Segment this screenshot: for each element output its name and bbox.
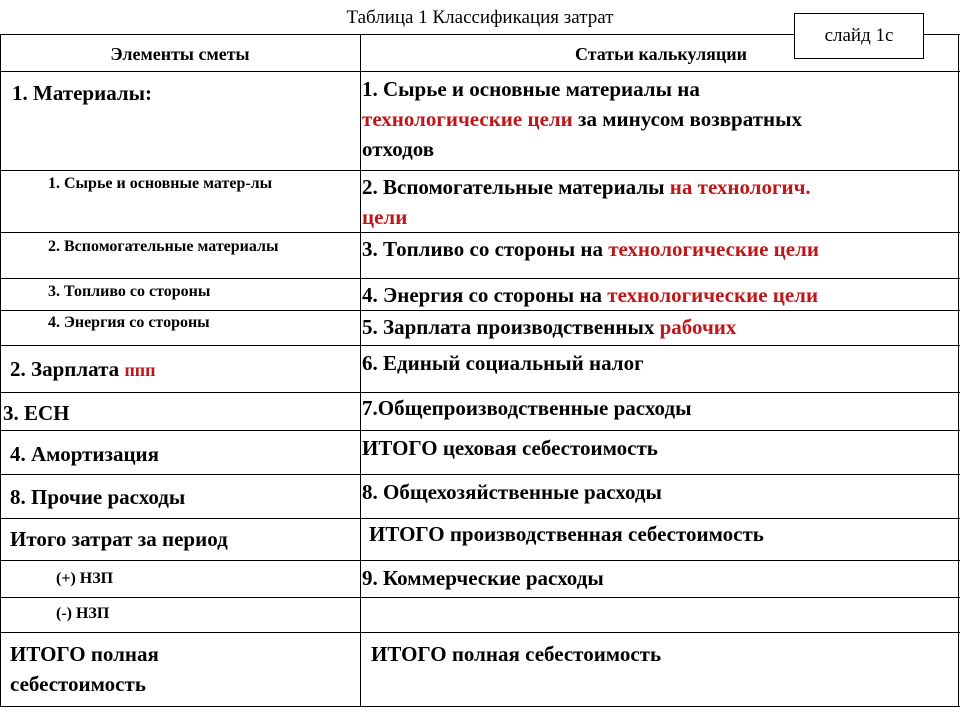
right-cell	[362, 234, 960, 264]
line: 5. Зарплата производственных рабочих	[362, 315, 737, 339]
slide-tag: слайд 1с	[794, 13, 924, 59]
line: 7.Общепроизводственные расходы	[362, 396, 692, 420]
right-cell	[362, 172, 960, 232]
left-cell: 1. Материалы:	[12, 81, 153, 105]
left-cell: 4. Амортизация	[10, 442, 160, 466]
line: ИТОГО производственная себестоимость	[369, 522, 764, 546]
line: 8. Общехозяйственные расходы	[362, 480, 662, 504]
line: ИТОГО полная	[10, 642, 159, 666]
line: технологические цели за минусом возвратных	[362, 107, 802, 131]
line: 6. Единый социальный налог	[362, 351, 644, 375]
left-cell: 1. Сырье и основные матер-лы	[48, 175, 273, 192]
right-cell	[362, 348, 960, 378]
left-cell: 2. Зарплата ппп	[10, 357, 156, 381]
line: себестоимость	[10, 672, 146, 696]
line: 2. Вспомогательные материалы на технологич.	[362, 175, 811, 199]
right-cell	[362, 280, 960, 310]
ppp-label: ппп	[124, 360, 156, 380]
right-cell	[362, 393, 960, 423]
line: отходов	[362, 137, 435, 161]
line: 4. Энергия со стороны на технологические цели	[362, 283, 819, 307]
left-cell: 8. Прочие расходы	[10, 485, 186, 509]
left-cell: 3. Топливо со стороны	[48, 283, 211, 300]
line: 1. Сырье и основные материалы на	[362, 77, 700, 101]
right-cell	[371, 639, 960, 669]
left-cell: 3. ЕСН	[3, 401, 70, 425]
left-cell	[10, 639, 370, 699]
right-cell	[369, 519, 960, 549]
left-cell: Итого затрат за период	[10, 527, 228, 551]
line: 9. Коммерческие расходы	[362, 566, 604, 590]
line: цели	[362, 205, 408, 229]
left-cell: 2. Вспомогательные материалы	[48, 238, 279, 255]
right-cell	[362, 433, 960, 463]
right-cell	[362, 74, 960, 164]
table-title: Таблица 1 Классификация затрат	[346, 7, 614, 28]
header-costing-items: Статьи калькуляции	[574, 44, 748, 64]
left-cell: 4. Энергия со стороны	[48, 314, 210, 331]
left-cell: (-) НЗП	[56, 605, 110, 622]
line: 3. Топливо со стороны на технологические цели	[362, 237, 819, 261]
left-cell: (+) НЗП	[56, 570, 114, 587]
line: ИТОГО цеховая себестоимость	[362, 436, 658, 460]
right-cell	[362, 563, 960, 593]
line: ИТОГО полная себестоимость	[371, 642, 662, 666]
right-cell	[362, 312, 960, 342]
right-cell	[362, 477, 960, 507]
header-estimate-elements: Элементы сметы	[110, 44, 250, 64]
